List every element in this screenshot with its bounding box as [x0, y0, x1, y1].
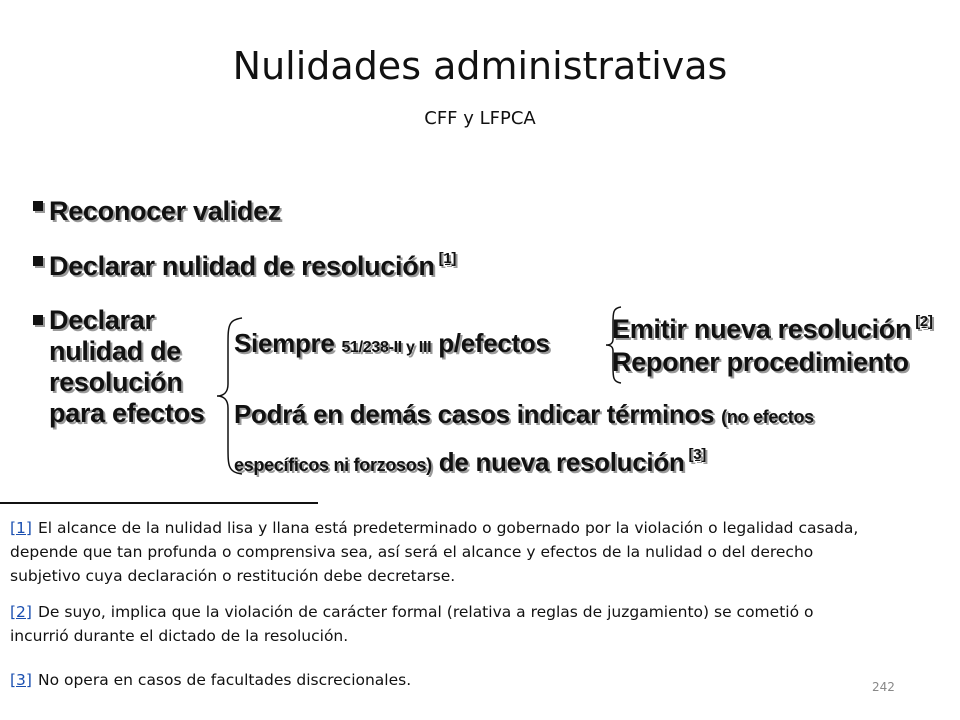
bullet-text: Declarar nulidad de resolución — [49, 251, 435, 281]
footnote-text: depende que tan profunda o comprensiva sea, así será el alcance y efectos de la nulidad o del derecho — [10, 543, 814, 561]
footnote-link-2[interactable]: [2] — [915, 313, 933, 330]
bullet-text-line: para efectos — [49, 398, 205, 428]
siempre-word: Siempre — [234, 328, 335, 358]
footnote-text: incurrió durante el dictado de la resolución. — [10, 627, 349, 645]
siempre-articles: 51/238-II y III — [341, 339, 432, 356]
option-reponer: Reponer procedimiento — [612, 347, 909, 377]
footnote-ref-1[interactable]: [1] — [10, 519, 32, 537]
footnote-text: El alcance de la nulidad lisa y llana está predeterminado o gobernado por la violación o legalidad casada, — [37, 519, 859, 537]
slide-subtitle: CFF y LFPCA — [424, 108, 536, 129]
bullet-declarar-efectos — [33, 305, 204, 429]
footnote-divider — [0, 502, 318, 504]
footnote-link-3[interactable]: [3] — [688, 446, 706, 463]
footnote-ref-2[interactable]: [2] — [10, 603, 32, 621]
siempre-tail: p/efectos — [438, 328, 550, 358]
podra-block — [234, 395, 814, 484]
page-number: 242 — [872, 680, 895, 694]
options-block — [612, 305, 933, 379]
podra-text-2: de nueva resolución — [438, 447, 685, 477]
footnote-text: De suyo, implica que la violación de carácter formal (relativa a reglas de juzgamiento) se cometió o — [37, 603, 814, 621]
square-bullet-icon — [33, 256, 43, 266]
podra-text: en demás casos indicar términos — [313, 399, 715, 429]
bullet-text-line: resolución — [49, 367, 183, 397]
square-bullet-icon — [33, 315, 43, 325]
bullet-reconocer — [33, 196, 281, 227]
footnote-link-1[interactable]: [1] — [438, 250, 457, 267]
footnote-ref-3[interactable]: [3] — [10, 671, 32, 689]
footnote-text: subjetivo cuya declaración o restitución debe decretarse. — [10, 567, 456, 585]
footnote-text: No opera en casos de facultades discrecionales. — [37, 671, 412, 689]
bullet-text: Reconocer validez — [49, 196, 281, 226]
bullet-text-line: nulidad de — [49, 336, 182, 366]
square-bullet-icon — [33, 201, 43, 211]
footnote-2 — [10, 600, 945, 648]
bullet-declarar-nulidad — [33, 250, 456, 282]
podra-word: Podrá — [234, 399, 307, 429]
option-emitir: Emitir nueva resolución — [612, 314, 912, 344]
slide-title: Nulidades administrativas — [232, 44, 728, 88]
bullet-text-line: Declarar — [49, 305, 155, 335]
footnote-3 — [10, 668, 945, 692]
footnote-1 — [10, 516, 945, 588]
podra-paren-2: específicos ni forzosos) — [234, 455, 432, 475]
podra-paren: (no efectos — [721, 407, 814, 427]
siempre-line — [234, 328, 550, 359]
